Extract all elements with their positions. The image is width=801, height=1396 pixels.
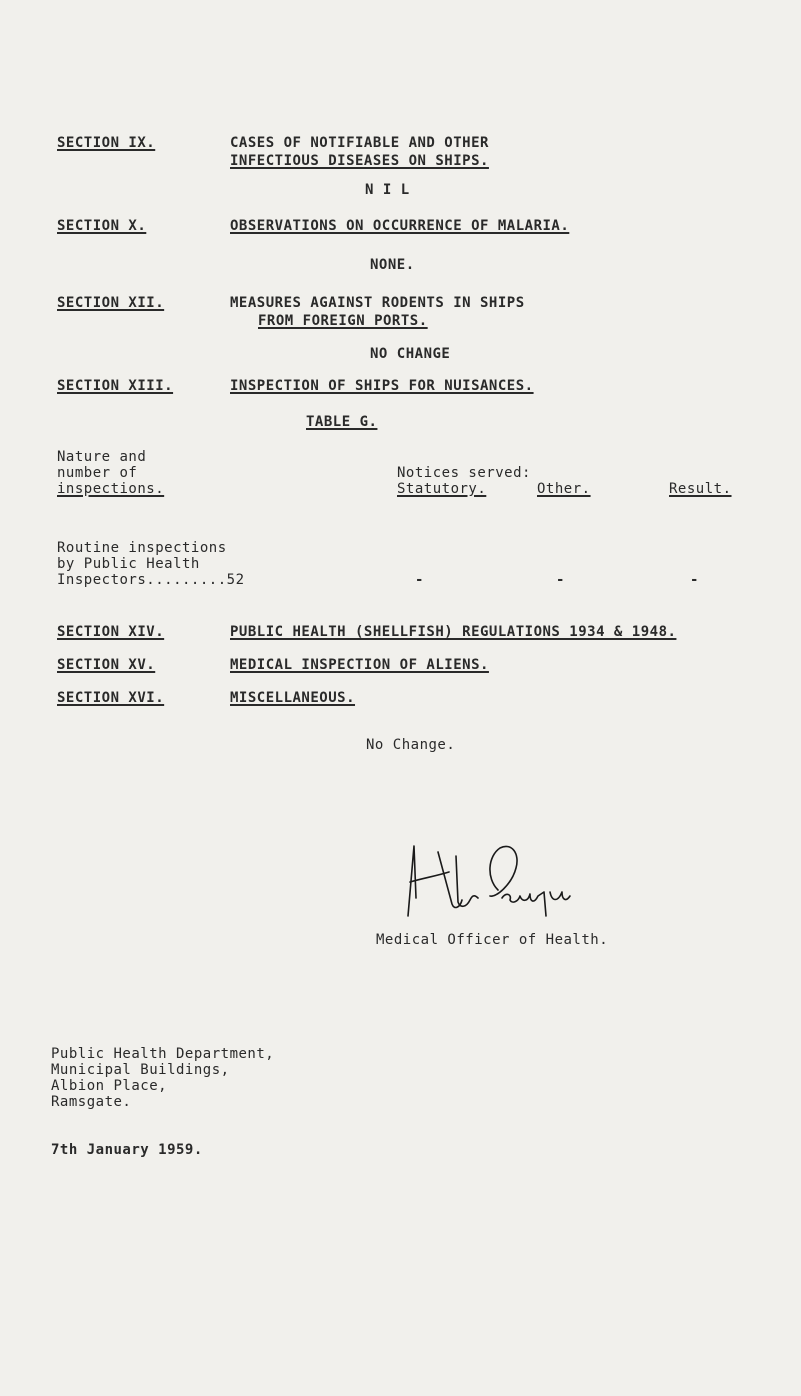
section-12-title-line2: FROM FOREIGN PORTS. (258, 313, 428, 329)
address-line1: Public Health Department, (51, 1046, 275, 1062)
signature-title: Medical Officer of Health. (376, 932, 609, 948)
table-row-line3: Inspectors.........52 (57, 572, 245, 588)
section-13-label: SECTION XIII. (57, 378, 174, 394)
section-12-note: NO CHANGE (370, 346, 451, 362)
section-10-title: OBSERVATIONS ON OCCURRENCE OF MALARIA. (230, 218, 570, 234)
section-10-label: SECTION X. (57, 218, 147, 234)
section-9-label: SECTION IX. (57, 135, 156, 151)
table-notices-header: Notices served: (397, 465, 531, 481)
address-line4: Ramsgate. (51, 1094, 132, 1110)
table-statutory-header: Statutory. (397, 481, 487, 497)
table-col1-line1: Nature and (57, 449, 147, 465)
table-row-other: - (556, 572, 565, 588)
document-date: 7th January 1959. (51, 1142, 203, 1158)
table-col1-line2: number of (57, 465, 138, 481)
section-16-note: No Change. (366, 737, 456, 753)
section-12-title-line1: MEASURES AGAINST RODENTS IN SHIPS (230, 295, 525, 311)
section-10-note: NONE. (370, 257, 415, 273)
section-9-note: N I L (365, 182, 410, 198)
table-row-statutory: - (415, 572, 424, 588)
section-15-label: SECTION XV. (57, 657, 156, 673)
table-result-header: Result. (669, 481, 732, 497)
table-row-result: - (690, 572, 699, 588)
table-col1-line3: inspections. (57, 481, 165, 497)
section-9-title-line1: CASES OF NOTIFIABLE AND OTHER (230, 135, 489, 151)
section-14-label: SECTION XIV. (57, 624, 165, 640)
section-15-title: MEDICAL INSPECTION OF ALIENS. (230, 657, 489, 673)
address-line2: Municipal Buildings, (51, 1062, 230, 1078)
table-other-header: Other. (537, 481, 591, 497)
table-g-title: TABLE G. (306, 414, 378, 430)
table-row-line2: by Public Health (57, 556, 200, 572)
section-12-label: SECTION XII. (57, 295, 165, 311)
section-13-title: INSPECTION OF SHIPS FOR NUISANCES. (230, 378, 534, 394)
address-line3: Albion Place, (51, 1078, 168, 1094)
section-14-title: PUBLIC HEALTH (SHELLFISH) REGULATIONS 1934 & 1948. (230, 624, 677, 640)
section-16-label: SECTION XVI. (57, 690, 165, 706)
handwritten-signature (394, 838, 594, 920)
section-16-title: MISCELLANEOUS. (230, 690, 356, 706)
section-9-title-line2: INFECTIOUS DISEASES ON SHIPS. (230, 153, 489, 169)
table-row-line1: Routine inspections (57, 540, 227, 556)
